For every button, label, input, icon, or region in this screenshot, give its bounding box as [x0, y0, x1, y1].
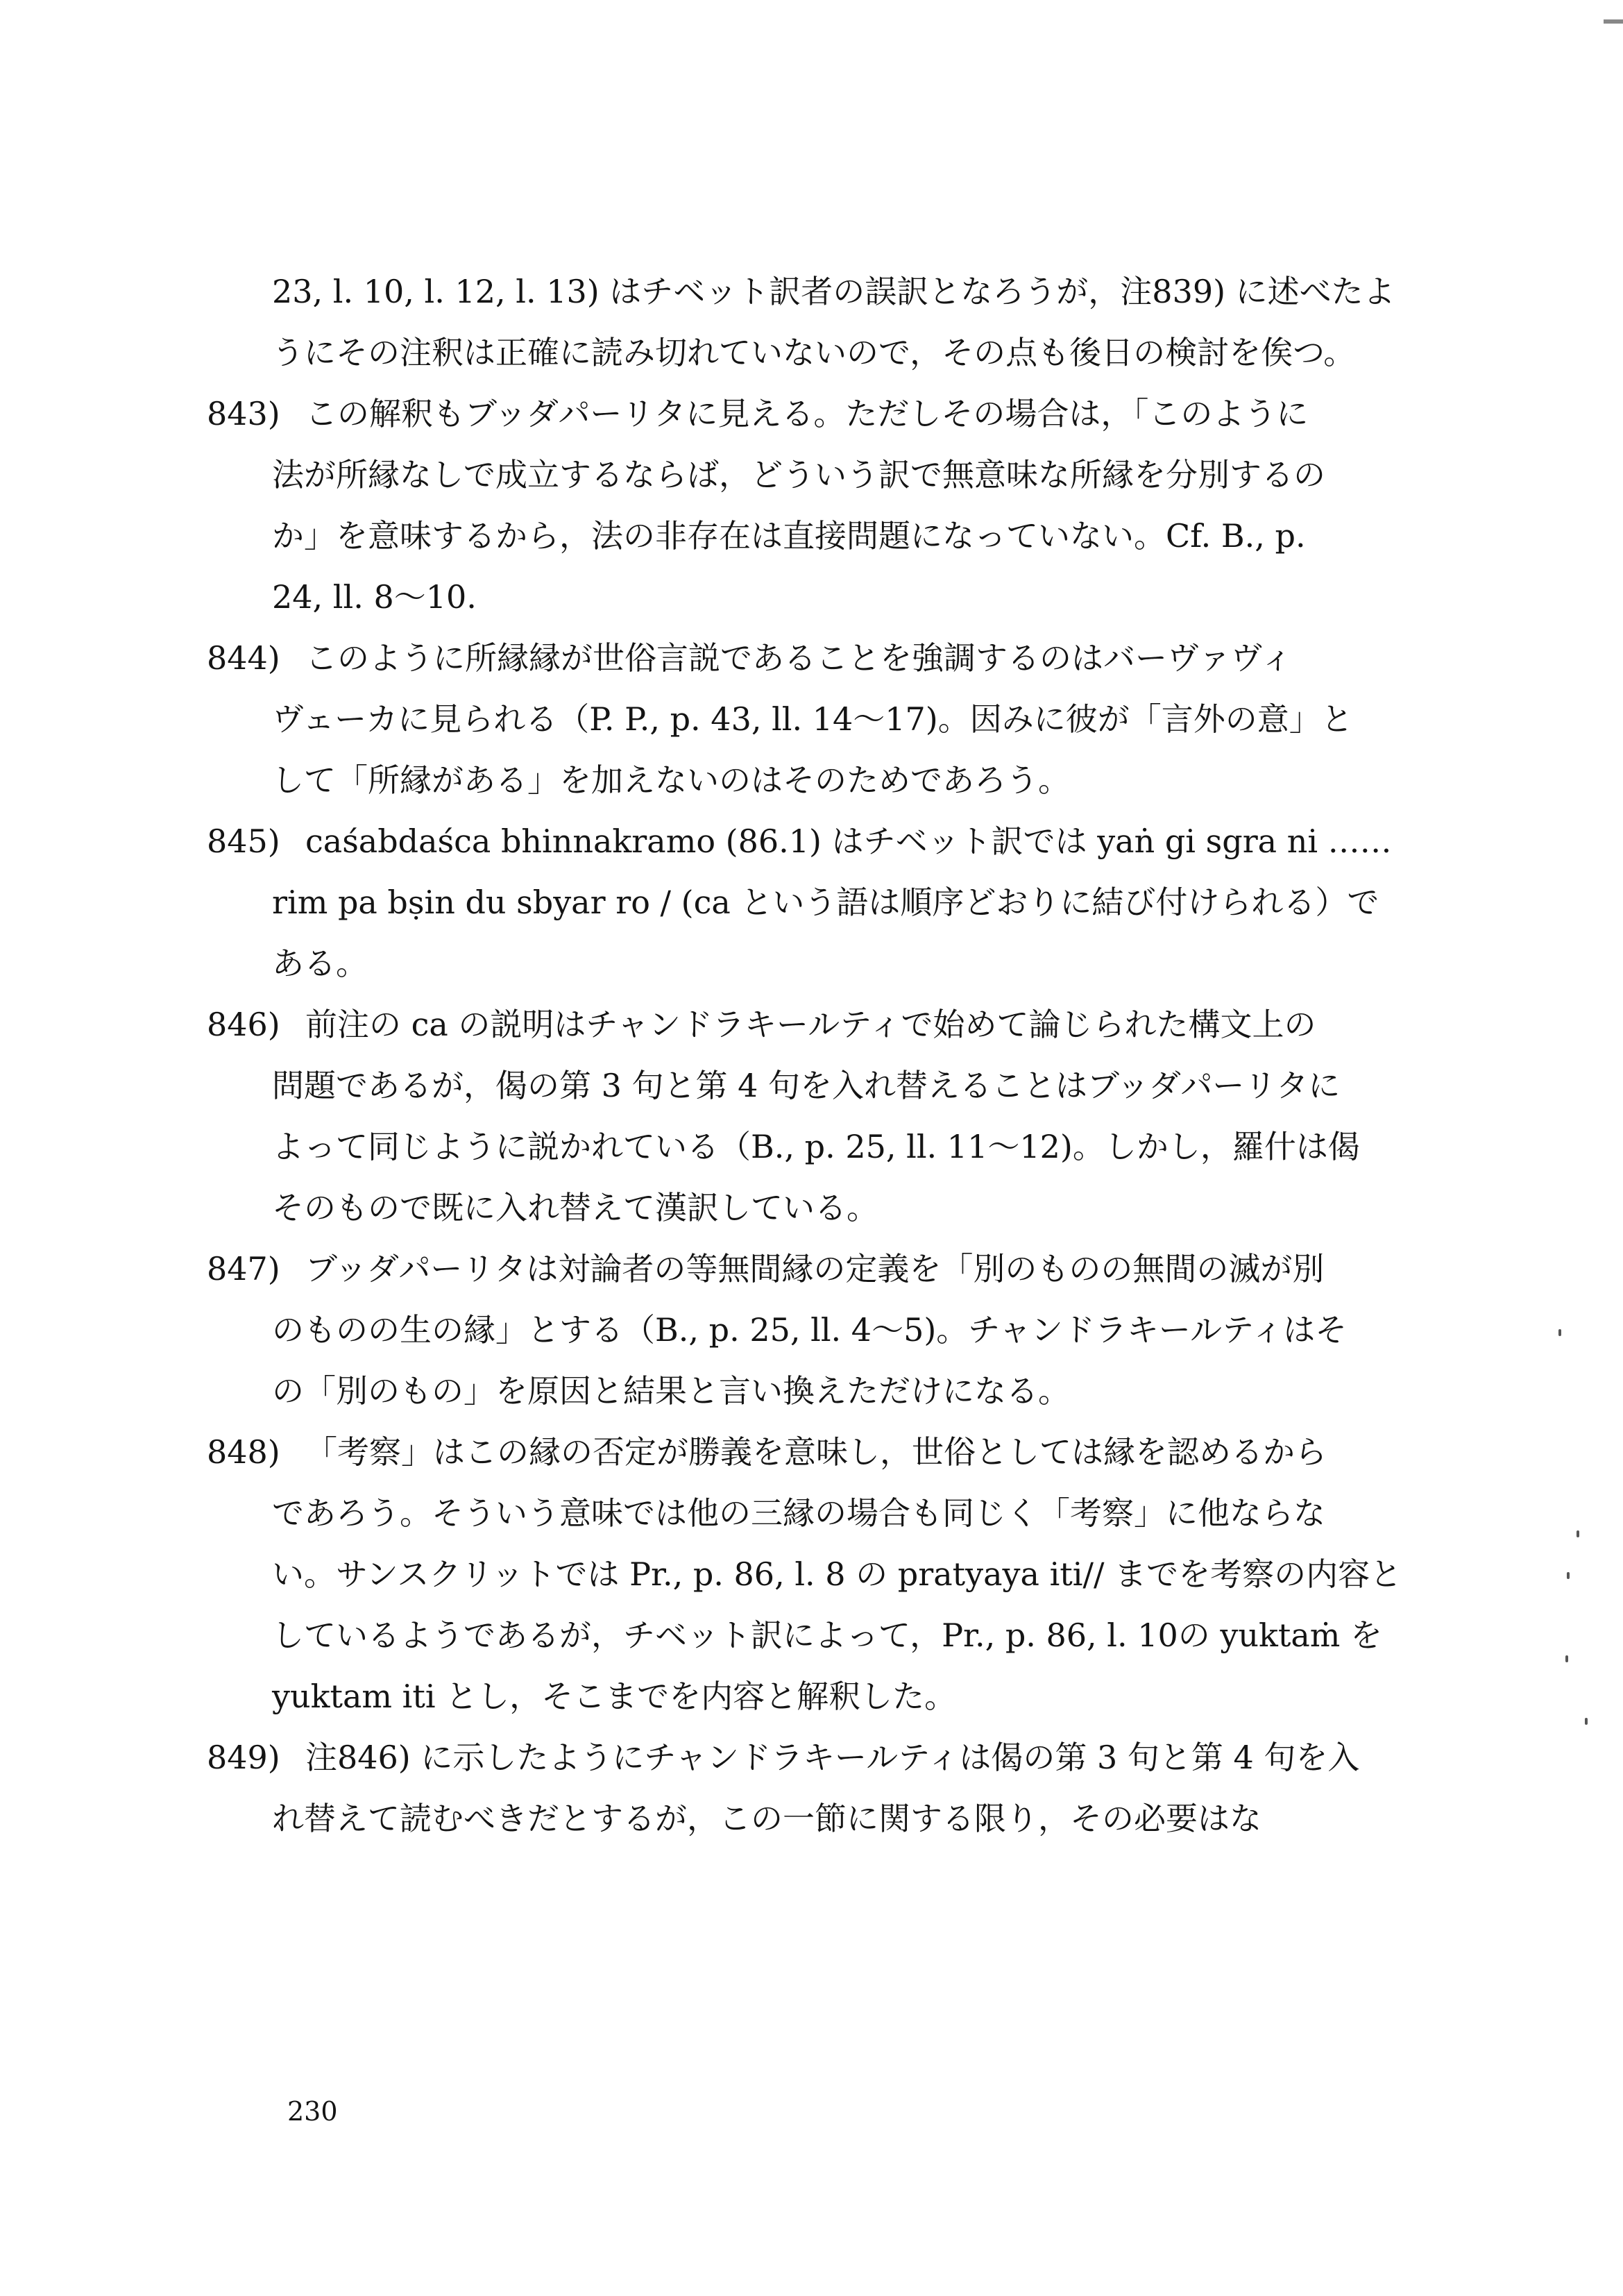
- note-number: 849): [207, 1739, 280, 1776]
- note-text: caśabdaśca bhinnakramo (86.1) はチベット訳では yaṅ gi sgra ni ……: [305, 822, 1392, 860]
- page-number: 230: [287, 2096, 338, 2127]
- note-text: か」を意味するから，法の非存在は直接問題になっていない。Cf. B., p.: [272, 517, 1306, 555]
- note-text: rim pa bṣin du sbyar ro / (ca という語は順序どおりに結び付けられる）で: [272, 884, 1379, 921]
- note-text: 法が所縁なしで成立するならば，どういう訳で無意味な所縁を分別するの: [272, 456, 1325, 493]
- note-text: のものの生の縁」とする（B., p. 25, ll. 4～5)。チャンドラキールティはそ: [272, 1311, 1348, 1349]
- note-text: この解釈もブッダパーリタに見える。ただしその場合は，「このように: [305, 395, 1309, 432]
- scan-speck: [1577, 1530, 1579, 1537]
- note-text: して「所縁がある」を加えないのはそのためであろう。: [272, 761, 1070, 799]
- note-number: 845): [207, 822, 280, 860]
- note-text: ブッダパーリタは対論者の等無間縁の定義を「別のものの無間の滅が別: [305, 1250, 1325, 1288]
- note-text: 前注の ca の説明はチャンドラキールティで始めて論じられた構文上の: [305, 1006, 1316, 1043]
- note-text: の「別のもの」を原因と結果と言い換えただけになる。: [272, 1372, 1070, 1410]
- scan-speck: [1565, 1655, 1568, 1662]
- scan-speck: [1558, 1329, 1561, 1336]
- note-text: 23, l. 10, l. 12, l. 13) はチベット訳者の誤訳となろうが，注839) に述べたよ: [272, 273, 1395, 310]
- note-number: 848): [207, 1433, 280, 1471]
- note-text: yuktam iti とし，そこまでを内容と解釈した。: [272, 1678, 957, 1715]
- note-text: 24, ll. 8～10.: [272, 578, 477, 616]
- note-text: うにその注釈は正確に読み切れていないので，その点も後日の検討を俟つ。: [272, 334, 1356, 371]
- scan-edge-mark: [1604, 19, 1623, 24]
- note-number: 844): [207, 639, 280, 677]
- note-number: 846): [207, 1006, 280, 1043]
- note-text: しているようであるが，チベット訳によって，Pr., p. 86, l. 10の yuktaṁ を: [272, 1617, 1383, 1654]
- note-text: ある。: [272, 945, 368, 982]
- note-text: い。サンスクリットでは Pr., p. 86, l. 8 の pratyaya iti// までを考察の内容と: [272, 1555, 1402, 1593]
- note-text: であろう。そういう意味では他の三縁の場合も同じく「考察」に他ならな: [272, 1494, 1325, 1532]
- note-text: ヴェーカに見られる（P. P., p. 43, ll. 14～17)。因みに彼が「言外の意」と: [272, 700, 1353, 738]
- note-text: そのもので既に入れ替えて漢訳している。: [272, 1189, 878, 1226]
- note-text: よって同じように説かれている（B., p. 25, ll. 11～12)。しかし，羅什は偈: [272, 1128, 1360, 1165]
- note-text: 「考察」はこの縁の否定が勝義を意味し，世俗としては縁を認めるから: [305, 1433, 1327, 1471]
- note-text: 問題であるが，偈の第 3 句と第 4 句を入れ替えることはブッダパーリタに: [272, 1067, 1341, 1104]
- note-text: れ替えて読むべきだとするが，この一節に関する限り，その必要はな: [272, 1800, 1261, 1837]
- note-text: 注846) に示したようにチャンドラキールティは偈の第 3 句と第 4 句を入: [305, 1739, 1360, 1776]
- scan-speck: [1585, 1718, 1588, 1725]
- note-number: 847): [207, 1250, 280, 1288]
- note-text: このように所縁縁が世俗言説であることを強調するのはバーヴァヴィ: [305, 639, 1293, 677]
- note-number: 843): [207, 395, 280, 432]
- scan-speck: [1567, 1572, 1570, 1579]
